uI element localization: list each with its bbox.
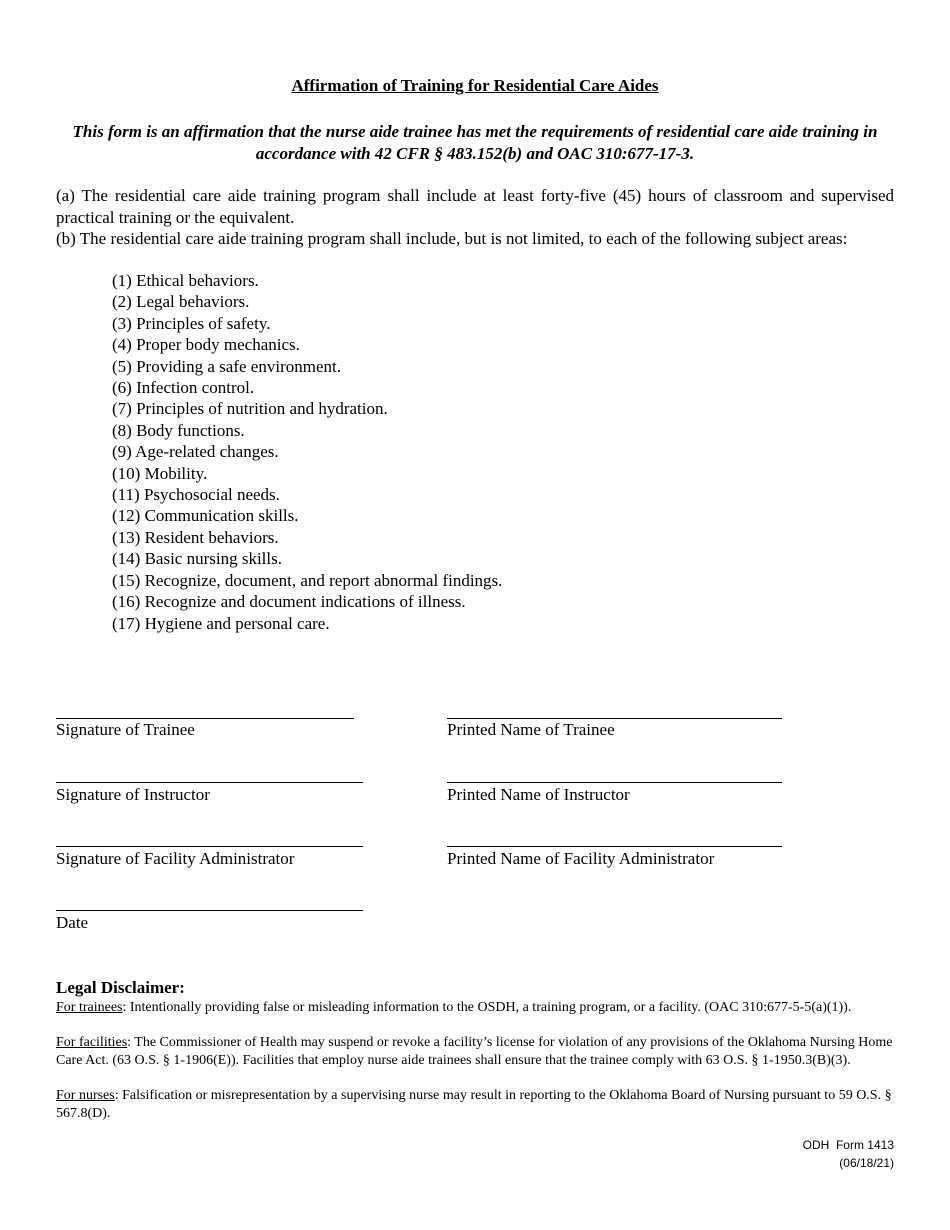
list-item: (9) Age-related changes. [112, 442, 279, 462]
trainee-name-line[interactable] [447, 718, 782, 719]
paragraph-b: (b) The residential care aide training program shall include, but is not limited, to each of the following subject areas: [56, 229, 848, 248]
list-item: (11) Psychosocial needs. [112, 485, 280, 505]
disclaimer-title: Legal Disclaimer: [56, 978, 185, 997]
list-item: (10) Mobility. [112, 463, 208, 483]
list-item: (1) Ethical behaviors. [112, 271, 259, 290]
page-subtitle: This form is an affirmation that the nurse aide trainee has met the requirements of residential care aide training in accordance with 42 CFR § 483.152(b) and OAC 310:677-17-3. [72, 122, 878, 163]
list-item: (5) Providing a safe environment. [112, 356, 341, 376]
admin-signature-line[interactable] [56, 846, 363, 847]
subject-list [112, 270, 502, 634]
list-item: (13) Resident behaviors. [112, 527, 279, 547]
list-item: (4) Proper body mechanics. [112, 335, 300, 355]
list-item: (15) Recognize, document, and report abnormal findings. [112, 570, 503, 590]
disclaimer-trainees [56, 999, 894, 1017]
disclaimer-nurses-lead: For nurses [56, 1088, 115, 1103]
trainee-signature-line[interactable] [56, 718, 354, 719]
instructor-name-label: Printed Name of Instructor [447, 785, 630, 804]
disclaimer-facilities-text: : The Commissioner of Health may suspend or revoke a facility’s license for violation of any provisions of the Oklahoma Nursing Home Care Act. (63 O.S. § 1-1906(E)). Facilities that employ nurse aide trainees shall ensure that the trainee comply with 63 O.S. § 1-1950.3(B)(3). [56, 1035, 893, 1068]
paragraph-a: (a) The residential care aide training program shall include at least forty-five (45) hours of classroom and supervised practical training or the equivalent. [56, 186, 894, 227]
form-date: (06/18/21) [839, 1156, 894, 1170]
list-item: (7) Principles of nutrition and hydration. [112, 399, 388, 419]
admin-name-line[interactable] [447, 846, 782, 847]
disclaimer-facilities-lead: For facilities [56, 1035, 128, 1050]
page-title: Affirmation of Training for Residential Care Aides [291, 76, 659, 95]
form-identifier [803, 1136, 894, 1172]
trainee-signature-label: Signature of Trainee [56, 720, 195, 739]
disclaimer-nurses-text: : Falsification or misrepresentation by a supervising nurse may result in reporting to the Oklahoma Board of Nursing pursuant to 59 O.S. § 567.8(D). [56, 1088, 892, 1121]
instructor-signature-line[interactable] [56, 782, 363, 783]
trainee-name-label: Printed Name of Trainee [447, 720, 615, 739]
instructor-name-line[interactable] [447, 782, 782, 783]
list-item: (8) Body functions. [112, 420, 245, 440]
admin-signature-label: Signature of Facility Administrator [56, 849, 295, 868]
disclaimer-trainees-lead: For trainees [56, 1000, 123, 1015]
list-item: (6) Infection control. [112, 378, 255, 398]
disclaimer-facilities [56, 1034, 894, 1070]
list-item: (17) Hygiene and personal care. [112, 613, 330, 633]
disclaimer-trainees-text: : Intentionally providing false or misleading information to the OSDH, a training program, or a facility. (OAC 310:677-5-5(a)(1)). [122, 1000, 852, 1015]
instructor-signature-label: Signature of Instructor [56, 785, 210, 804]
disclaimer-nurses [56, 1087, 894, 1123]
list-item: (3) Principles of safety. [112, 313, 271, 333]
form-number: ODH Form 1413 [802, 1138, 894, 1152]
date-line[interactable] [56, 910, 363, 911]
list-item: (14) Basic nursing skills. [112, 549, 282, 569]
list-item: (12) Communication skills. [112, 506, 299, 526]
date-label: Date [56, 913, 89, 932]
list-item: (2) Legal behaviors. [112, 292, 250, 312]
list-item: (16) Recognize and document indications of illness. [112, 592, 466, 612]
admin-name-label: Printed Name of Facility Administrator [447, 849, 715, 868]
